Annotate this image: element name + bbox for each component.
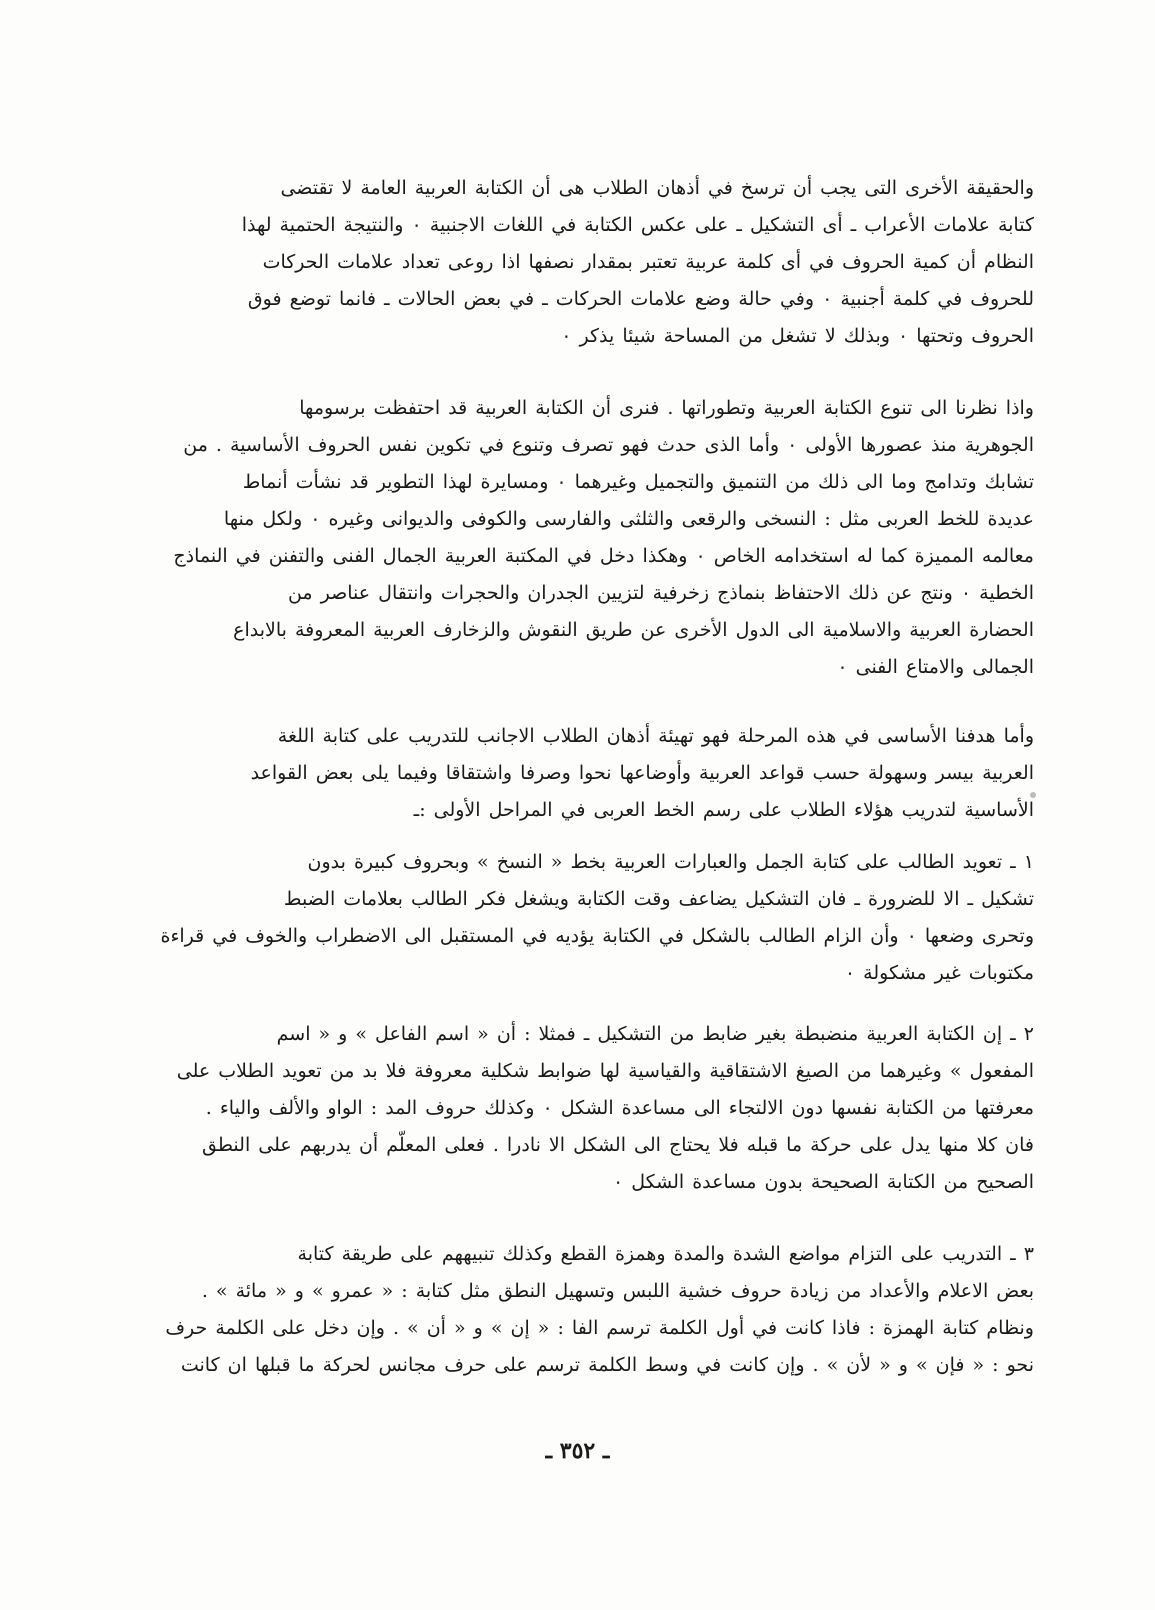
text-line: المفعول » وغيرهما من الصيغ الاشتقاقية والقياسية لها ضوابط شكلية معروفة فلا بد من تعويد الطلاب على	[176, 1060, 1034, 1082]
text-line: بعض الاعلام والأعداد من زيادة حروف خشية اللبس وتسهيل النطق مثل كتابة : « عمرو » و « مائة » .	[201, 1280, 1034, 1302]
text-line: والحقيقة الأخرى التى يجب أن ترسخ في أذهان الطلاب هى أن الكتابة العربية العامة لا تقتضى	[280, 177, 1034, 199]
text-line: معرفتها من الكتابة نفسها دون الالتجاء الى مساعدة الشكل ٠ وكذلك حروف المد : الواو والألف والياء .	[205, 1097, 1034, 1119]
rule-3-paragraph	[118, 1236, 1034, 1384]
text-line: العربية بيسر وسهولة حسب قواعد العربية وأوضاعها نحوا وصرفا واشتقاقا وفيما يلى بعض القواعد	[250, 762, 1034, 784]
text-line: وتحرى وضعها ٠ وأن الزام الطالب بالشكل في الكتابة يؤديه في المستقبل الى الاضطراب والخوف في قراءة	[160, 925, 1034, 947]
text-line: تشكيل ـ الا للضرورة ـ فان التشكيل يضاعف وقت الكتابة ويشغل فكر الطالب بعلامات الضبط	[283, 888, 1034, 910]
text-line: النظام أن كمية الحروف في أى كلمة عربية تعتبر بمقدار نصفها اذا روعى تعداد علامات الحركات	[262, 251, 1034, 273]
paragraph-2	[118, 390, 1034, 686]
page-number: ـ ٣٥٢ ـ	[545, 1438, 610, 1464]
paragraph-3	[118, 718, 1034, 829]
text-line: تشابك وتدامج وما الى ذلك من التنميق والتجميل وغيرهما ٠ ومسايرة لهذا التطوير قد نشأت أنماط	[242, 471, 1034, 493]
text-line: واذا نظرنا الى تنوع الكتابة العربية وتطوراتها . فنرى أن الكتابة العربية قد احتفظت برسومها	[299, 397, 1034, 419]
text-line: ٣ ـ التدريب على التزام مواضع الشدة والمدة وهمزة القطع وكذلك تنبيههم على طريقة كتابة	[297, 1243, 1034, 1265]
rule-1-paragraph	[118, 844, 1034, 992]
text-line: الجوهرية منذ عصورها الأولى ٠ وأما الذى حدث فهو تصرف وتنوع في تكوين نفس الحروف الأساسية . من	[183, 434, 1034, 456]
rule-2-paragraph	[118, 1016, 1034, 1201]
text-line: الخطية ٠ ونتج عن ذلك الاحتفاظ بنماذج زخرفية لتزيين الجدران والحجرات وانتقال عناصر من	[287, 582, 1034, 604]
text-line: كتابة علامات الأعراب ـ أى التشكيل ـ على عكس الكتابة في اللغات الاجنبية ٠ والنتيجة الحتمية لهذا	[241, 214, 1034, 236]
text-line: الحضارة العربية والاسلامية الى الدول الأخرى عن طريق النقوش والزخارف العربية المعروفة بالابداع	[233, 619, 1034, 641]
text-line: معالمه المميزة كما له استخدامه الخاص ٠ وهكذا دخل في المكتبة العربية الجمال الفنى والتفنن في النماذج	[173, 545, 1034, 567]
text-line: ١ ـ تعويد الطالب على كتابة الجمل والعبارات العربية بخط « النسخ » وبحروف كبيرة بدون	[307, 851, 1034, 873]
text-line: الأساسية لتدريب هؤلاء الطلاب على رسم الخط العربى في المراحل الأولى :ـ	[413, 799, 1034, 821]
text-line: عديدة للخط العربى مثل : النسخى والرقعى والثلثى والفارسى والكوفى والديوانى وغيره ٠ ولكل منها	[223, 508, 1034, 530]
text-line: الجمالى والامتاع الفنى ٠	[837, 656, 1034, 678]
text-line: ٢ ـ إن الكتابة العربية منضبطة بغير ضابط من التشكيل ـ فمثلا : أن « اسم الفاعل » و « اسم	[276, 1023, 1034, 1045]
text-line: الصحيح من الكتابة الصحيحة بدون مساعدة الشكل ٠	[613, 1171, 1034, 1193]
margin-mark	[1030, 792, 1036, 798]
text-line: للحروف في كلمة أجنبية ٠ وفي حالة وضع علامات الحركات ـ في بعض الحالات ـ فانما توضع فوق	[247, 288, 1034, 310]
text-line: وأما هدفنا الأساسى في هذه المرحلة فهو تهيئة أذهان الطلاب الاجانب للتدريب على كتابة اللغة	[277, 725, 1034, 747]
text-line: مكتوبات غير مشكولة ٠	[844, 962, 1034, 984]
paragraph-1	[118, 170, 1034, 355]
text-line: نحو : « فإن » و « لأن » . وإن كانت في وسط الكلمة ترسم على حرف مجانس لحركة ما قبلها ان كانت	[180, 1354, 1034, 1376]
text-line: فان كلا منها يدل على حركة ما قبله فلا يحتاج الى الشكل الا نادرا . فعلى المعلّم أن يدربهم على النطق	[202, 1134, 1034, 1156]
text-line: الحروف وتحتها ٠ وبذلك لا تشغل من المساحة شيئا يذكر ٠	[561, 325, 1034, 347]
text-line: ونظام كتابة الهمزة : فاذا كانت في أول الكلمة ترسم الفا : « إن » و « أن » . وإن دخل على الكلمة حرف	[165, 1317, 1034, 1339]
